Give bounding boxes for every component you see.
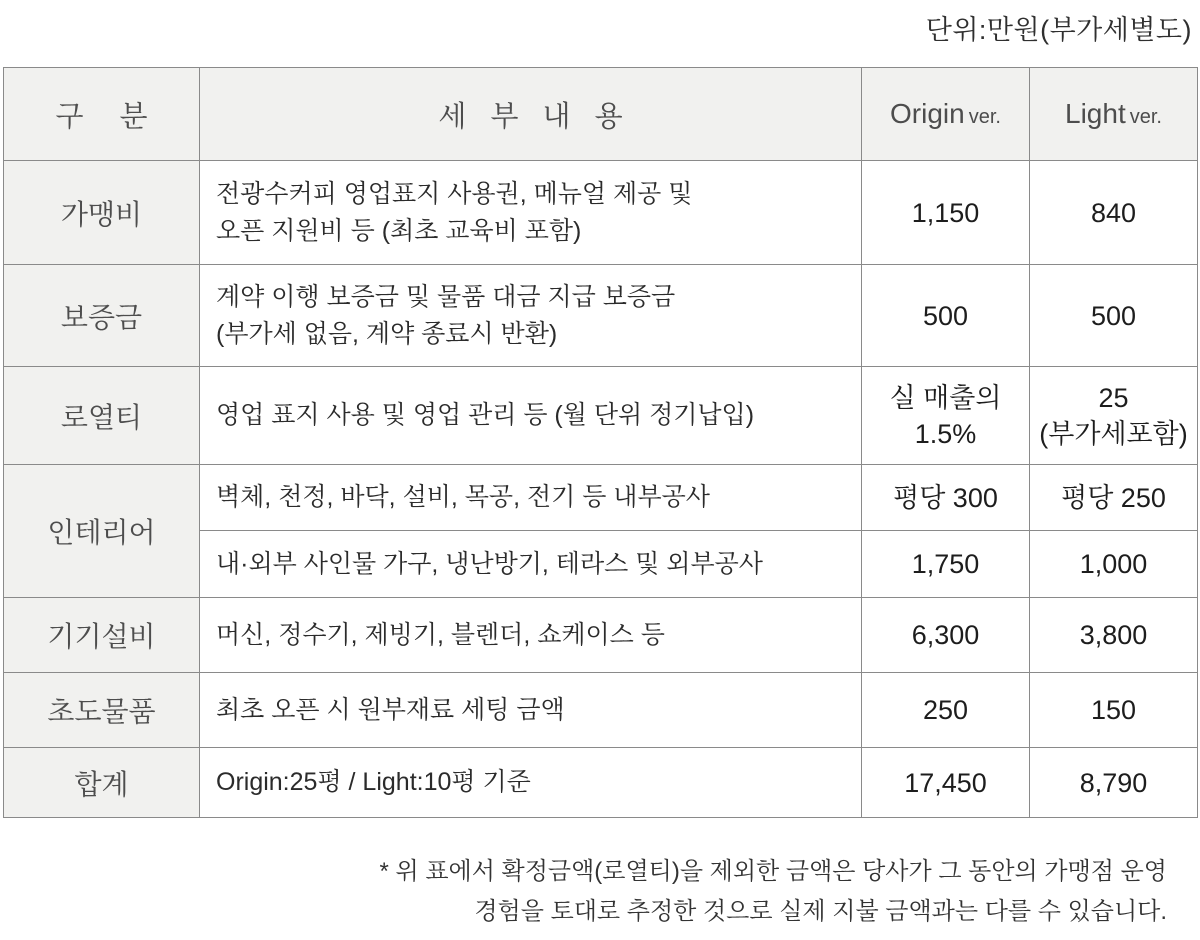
origin-value-line: 실 매출의 (889, 382, 1002, 413)
detail-line: 전광수커피 영업표지 사용권, 메뉴얼 제공 및 (216, 179, 693, 208)
table-row-interior-1 (4, 465, 1198, 531)
footnote-line-1: * 위 표에서 확정금액(로열티)을 제외한 금액은 당사가 그 동안의 가맹점 운영 (379, 858, 1167, 885)
table-row-royalty (4, 367, 1198, 465)
header-origin-name: Origin (890, 97, 965, 129)
row-detail: 내·외부 사인물 가구, 냉난방기, 테라스 및 외부공사 (200, 531, 862, 598)
header-light-name: Light (1065, 97, 1126, 129)
header-light-ver-suffix: ver. (1129, 105, 1162, 128)
table-row-franchise-fee (4, 161, 1198, 265)
row-detail: Origin:25평 / Light:10평 기준 (200, 748, 862, 818)
row-category: 가맹비 (4, 161, 200, 265)
footnote-line-2: 경험을 토대로 추정한 것으로 실제 지불 금액과는 다를 수 있습니다. (474, 898, 1167, 925)
header-origin-ver (862, 68, 1030, 161)
row-category: 보증금 (4, 265, 200, 367)
light-value: 3,800 (1030, 598, 1198, 673)
header-origin-ver-suffix: ver. (968, 105, 1001, 128)
origin-value: 1,750 (862, 531, 1030, 598)
header-category: 구 분 (4, 68, 200, 161)
light-value-line: (부가세포함) (1039, 418, 1188, 449)
row-category: 기기설비 (4, 598, 200, 673)
table-row-initial-goods (4, 673, 1198, 748)
row-detail (200, 161, 862, 265)
origin-value: 250 (862, 673, 1030, 748)
row-category: 인테리어 (4, 465, 200, 598)
row-detail: 벽체, 천정, 바닥, 설비, 목공, 전기 등 내부공사 (200, 465, 862, 531)
origin-value: 평당 300 (862, 465, 1030, 531)
origin-value: 17,450 (862, 748, 1030, 818)
row-category: 합계 (4, 748, 200, 818)
light-value (1030, 367, 1198, 465)
light-value: 500 (1030, 265, 1198, 367)
table-row-deposit (4, 265, 1198, 367)
detail-line: (부가세 없음, 계약 종료시 반환) (216, 319, 558, 348)
row-category: 로열티 (4, 367, 200, 465)
detail-line: 오픈 지원비 등 (최초 교육비 포함) (216, 216, 582, 245)
table-row-equipment (4, 598, 1198, 673)
light-value: 8,790 (1030, 748, 1198, 818)
light-value: 150 (1030, 673, 1198, 748)
row-detail (200, 265, 862, 367)
header-detail: 세 부 내 용 (200, 68, 862, 161)
unit-note: 단위:만원(부가세별도) (925, 15, 1192, 45)
header-light-ver (1030, 68, 1198, 161)
row-detail: 영업 표지 사용 및 영업 관리 등 (월 단위 정기납입) (200, 367, 862, 465)
franchise-fee-table (3, 67, 1198, 818)
row-detail: 최초 오픈 시 원부재료 세팅 금액 (200, 673, 862, 748)
origin-value (862, 367, 1030, 465)
origin-value: 1,150 (862, 161, 1030, 265)
detail-line: 계약 이행 보증금 및 물품 대금 지급 보증금 (216, 282, 676, 311)
row-detail: 머신, 정수기, 제빙기, 블렌더, 쇼케이스 등 (200, 598, 862, 673)
table-header-row (4, 68, 1198, 161)
light-value: 평당 250 (1030, 465, 1198, 531)
footnote (3, 852, 1197, 932)
origin-value: 500 (862, 265, 1030, 367)
light-value: 840 (1030, 161, 1198, 265)
origin-value: 6,300 (862, 598, 1030, 673)
origin-value-line: 1.5% (914, 418, 977, 449)
light-value-line: 25 (1098, 382, 1129, 413)
row-category: 초도물품 (4, 673, 200, 748)
table-row-total (4, 748, 1198, 818)
light-value: 1,000 (1030, 531, 1198, 598)
